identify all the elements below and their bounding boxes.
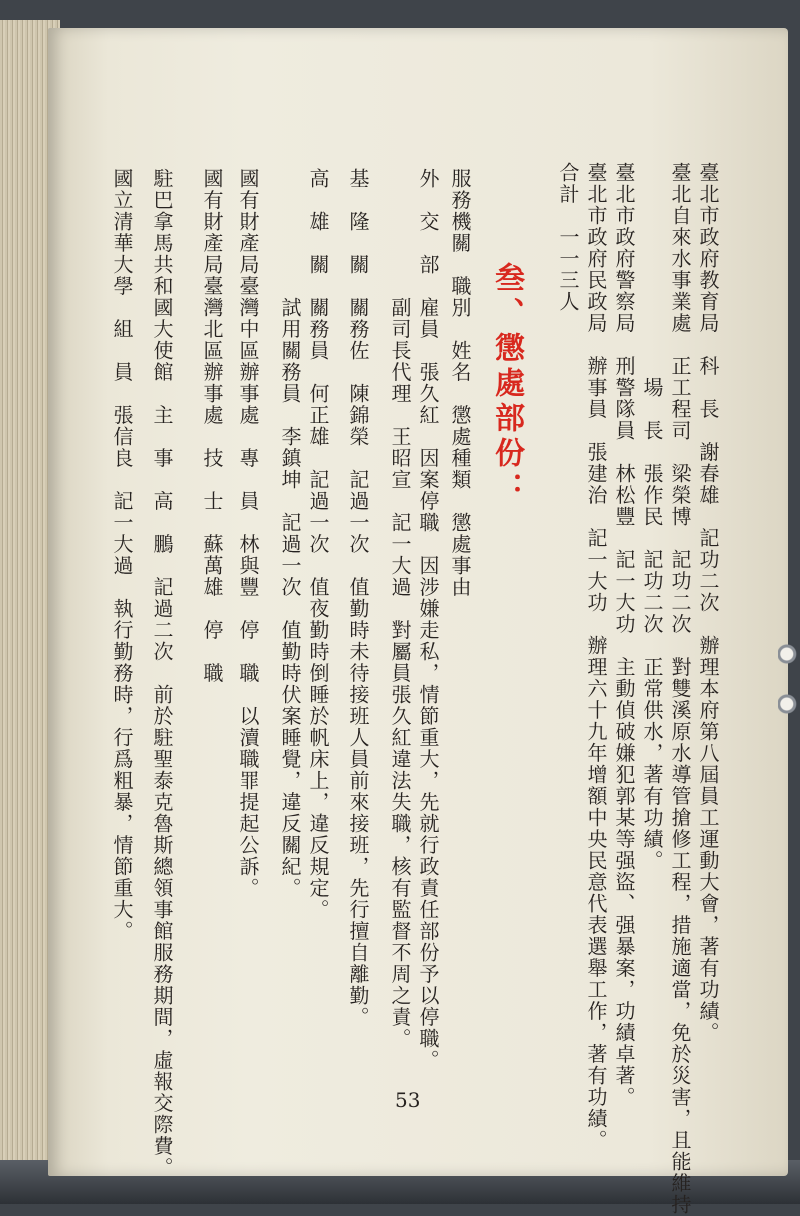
page-number: 53 xyxy=(395,1088,421,1112)
table-row: 外 交 部 雇員 張久紅 因案停職 因涉嫌走私，情節重大，先就行政責任部份予以停職。 xyxy=(416,168,440,1071)
table-row: 高 雄 關 關務員 何正雄 記過一次 值夜勤時倒睡於帆床上，違反規定。 xyxy=(306,168,330,921)
table-header: 服務機關 職別 姓名 懲處種類 懲處事由 xyxy=(448,168,472,598)
text-column-2: 臺北自來水事業處 正工程司 梁榮博 記功二次 對雙溪原水導管搶修工程，措施適當，免於災害，且能維持 xyxy=(668,162,692,1216)
total-line: 合計 一一三人 xyxy=(556,162,580,313)
section-title: 叁、懲處部份： xyxy=(489,262,524,507)
table-row: 副司長代理 王昭宣 記一大過 對屬員張久紅違法失職，核有監督不周之責。 xyxy=(388,168,412,1050)
binder-ring xyxy=(778,640,800,668)
text-column-3: 場 長 張作民 記功二次 正常供水，著有功績。 xyxy=(640,162,664,872)
binder-ring xyxy=(778,690,800,718)
table-row: 基 隆 關 關務佐 陳錦榮 記過一次 值勤時未待接班人員前來接班，先行擅自離勤。 xyxy=(346,168,370,1028)
text-column-4: 臺北市政府警察局 刑警隊員 林松豐 記一大功 主動偵破嫌犯郭某等强盜、强暴案，功績卓著。 xyxy=(612,162,636,1108)
text-column-5: 臺北市政府民政局 辦事員 張建治 記一大功 辦理六十九年增額中央民意代表選舉工作，著有功績。 xyxy=(584,162,608,1151)
table-row: 國有財產局臺灣中區辦事處 專 員 林與豐 停 職 以瀆職罪提起公訴。 xyxy=(236,168,260,899)
table-row: 駐巴拿馬共和國大使館 主 事 高 鵬 記過二次 前於駐聖泰克魯斯總領事館服務期間，虛報交際費。 xyxy=(150,168,174,1179)
table-row: 國有財產局臺灣北區辦事處 技 士 蘇萬雄 停 職 xyxy=(200,168,224,684)
text-column-1: 臺北市政府教育局 科 長 謝春雄 記功二次 辦理本府第八屆員工運動大會，著有功績。 xyxy=(696,162,720,1044)
table-row: 試用關務員 李鎮坤 記過一次 值勤時伏案睡覺，違反關紀。 xyxy=(278,168,302,899)
table-row: 國立清華大學 組 員 張信良 記一大過 執行勤務時，行爲粗暴，情節重大。 xyxy=(110,168,134,942)
